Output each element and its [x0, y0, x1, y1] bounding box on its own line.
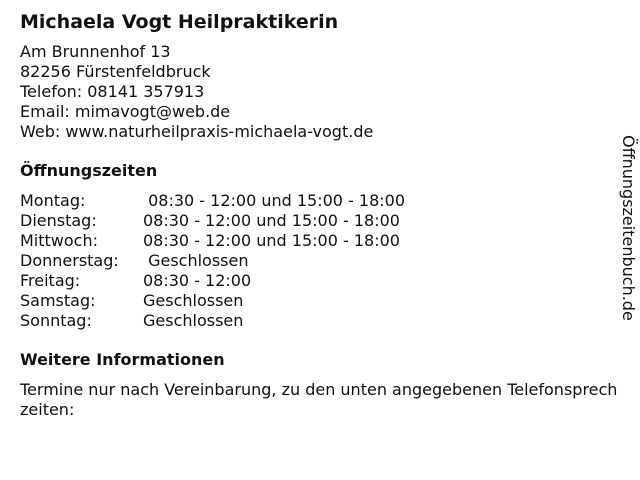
time-value: 08:30 - 12:00 und 15:00 - 18:00: [143, 191, 406, 210]
day-label: Dienstag:: [20, 211, 97, 230]
email-line: Email: mimavogt@web.de: [20, 102, 231, 121]
time-value: Geschlossen: [143, 311, 244, 330]
time-value: 08:30 - 12:00 und 15:00 - 18:00: [143, 231, 400, 250]
time-value: Geschlossen: [143, 251, 249, 270]
time-value: 08:30 - 12:00 und 15:00 - 18:00: [143, 211, 400, 230]
day-label: Samstag:: [20, 291, 96, 310]
hours-row-friday: [20, 271, 620, 291]
city-line: 82256 Fürstenfeldbruck: [20, 62, 211, 81]
more-info-heading: Weitere Informationen: [20, 350, 225, 369]
hours-row-wednesday: [20, 231, 620, 251]
phone-line: Telefon: 08141 357913: [20, 82, 205, 101]
web-line: Web: www.naturheilpraxis-michaela-vogt.de: [20, 122, 374, 141]
hours-row-tuesday: [20, 211, 620, 231]
day-label: Donnerstag:: [20, 251, 119, 270]
watermark-label: Öffnungszeitenbuch.de: [619, 135, 638, 321]
hours-row-thursday: [20, 251, 620, 271]
business-name: Michaela Vogt Heilpraktikerin: [20, 11, 339, 33]
address-block: [20, 42, 620, 142]
listing-card: [20, 10, 620, 420]
hours-row-saturday: [20, 291, 620, 311]
opening-hours-heading: Öffnungszeiten: [20, 161, 158, 180]
day-label: Montag:: [20, 191, 86, 210]
time-value: 08:30 - 12:00: [143, 271, 252, 290]
street-line: Am Brunnenhof 13: [20, 42, 171, 61]
time-value: Geschlossen: [143, 291, 244, 310]
day-label: Freitag:: [20, 271, 81, 290]
day-label: Sonntag:: [20, 311, 92, 330]
hours-row-monday: [20, 191, 620, 211]
day-label: Mittwoch:: [20, 231, 98, 250]
opening-hours-table: [20, 191, 620, 331]
more-info-text: Termine nur nach Vereinbarung, zu den unten angegebenen Telefonsprechzeiten:: [20, 380, 618, 419]
hours-row-sunday: [20, 311, 620, 331]
